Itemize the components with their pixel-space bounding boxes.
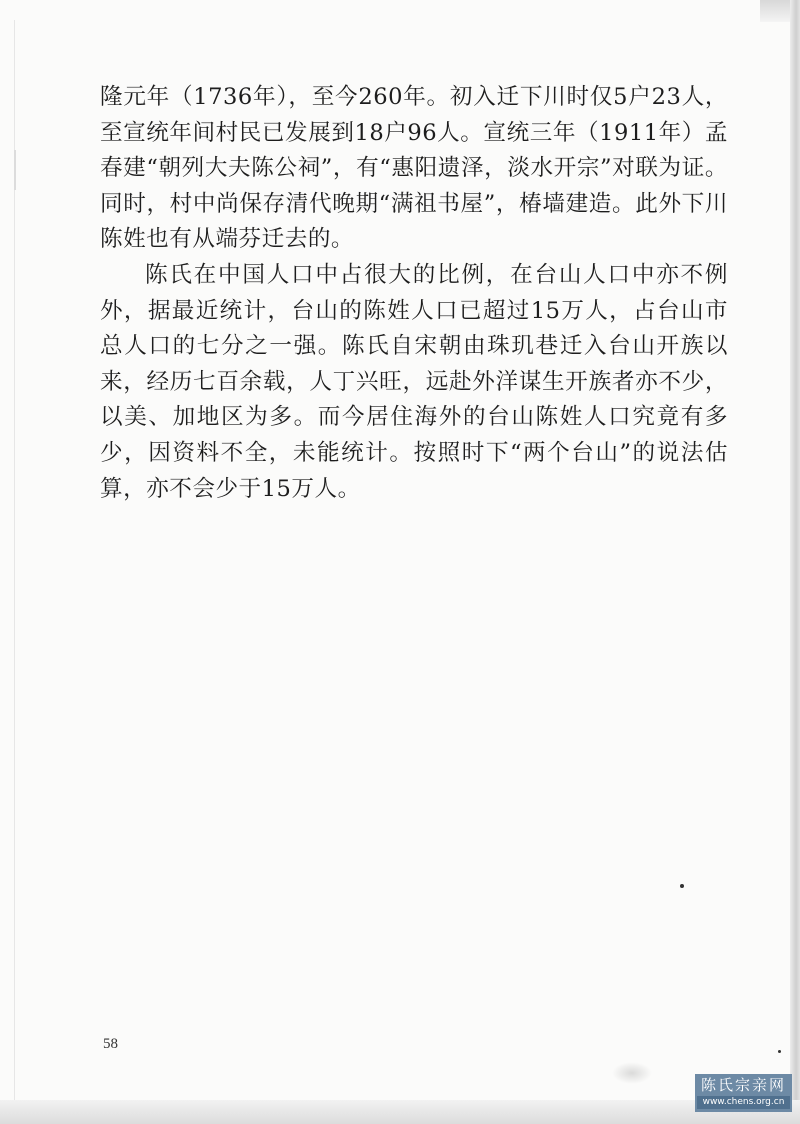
- paragraph-1: 隆元年（1736年），至今260年。初入迁下川时仅5户23人，至宣统年间村民已发展到18户96人。宣统三年（1911年）孟春建“朝列大夫陈公祠”，有“惠阳遗泽，淡水开宗”对联为证。同时，村中尚保存清代晚期“满祖书屋”，椿墙建造。此外下川陈姓也有从端芬迁去的。: [100, 84, 728, 253]
- body-text: [100, 80, 728, 507]
- scan-edge-bottom: [0, 1100, 800, 1124]
- scan-smudge: [612, 1062, 652, 1084]
- site-watermark: [695, 1074, 792, 1112]
- scan-edge-top-right: [760, 0, 790, 22]
- watermark-url: www.chens.org.cn: [697, 1096, 790, 1109]
- scan-mark-left: [14, 150, 16, 190]
- scan-edge-right: [790, 0, 800, 1124]
- scan-speck: [778, 1050, 781, 1053]
- scan-speck: [680, 884, 684, 888]
- paragraph-2: 陈氏在中国人口中占很大的比例，在台山人口中亦不例外，据最近统计，台山的陈姓人口已超过15万人，占台山市总人口的七分之一强。陈氏自宋朝由珠玑巷迁入台山开族以来，经历七百余载，人丁兴旺，远赴外洋谋生开族者亦不少，以美、加地区为多。而今居住海外的台山陈姓人口究竟有多少，因资料不全，未能统计。按照时下“两个台山”的说法估算，亦不会少于15万人。: [100, 261, 728, 502]
- page-number: 58: [103, 1036, 118, 1052]
- watermark-name: 陈氏宗亲网: [700, 1076, 786, 1094]
